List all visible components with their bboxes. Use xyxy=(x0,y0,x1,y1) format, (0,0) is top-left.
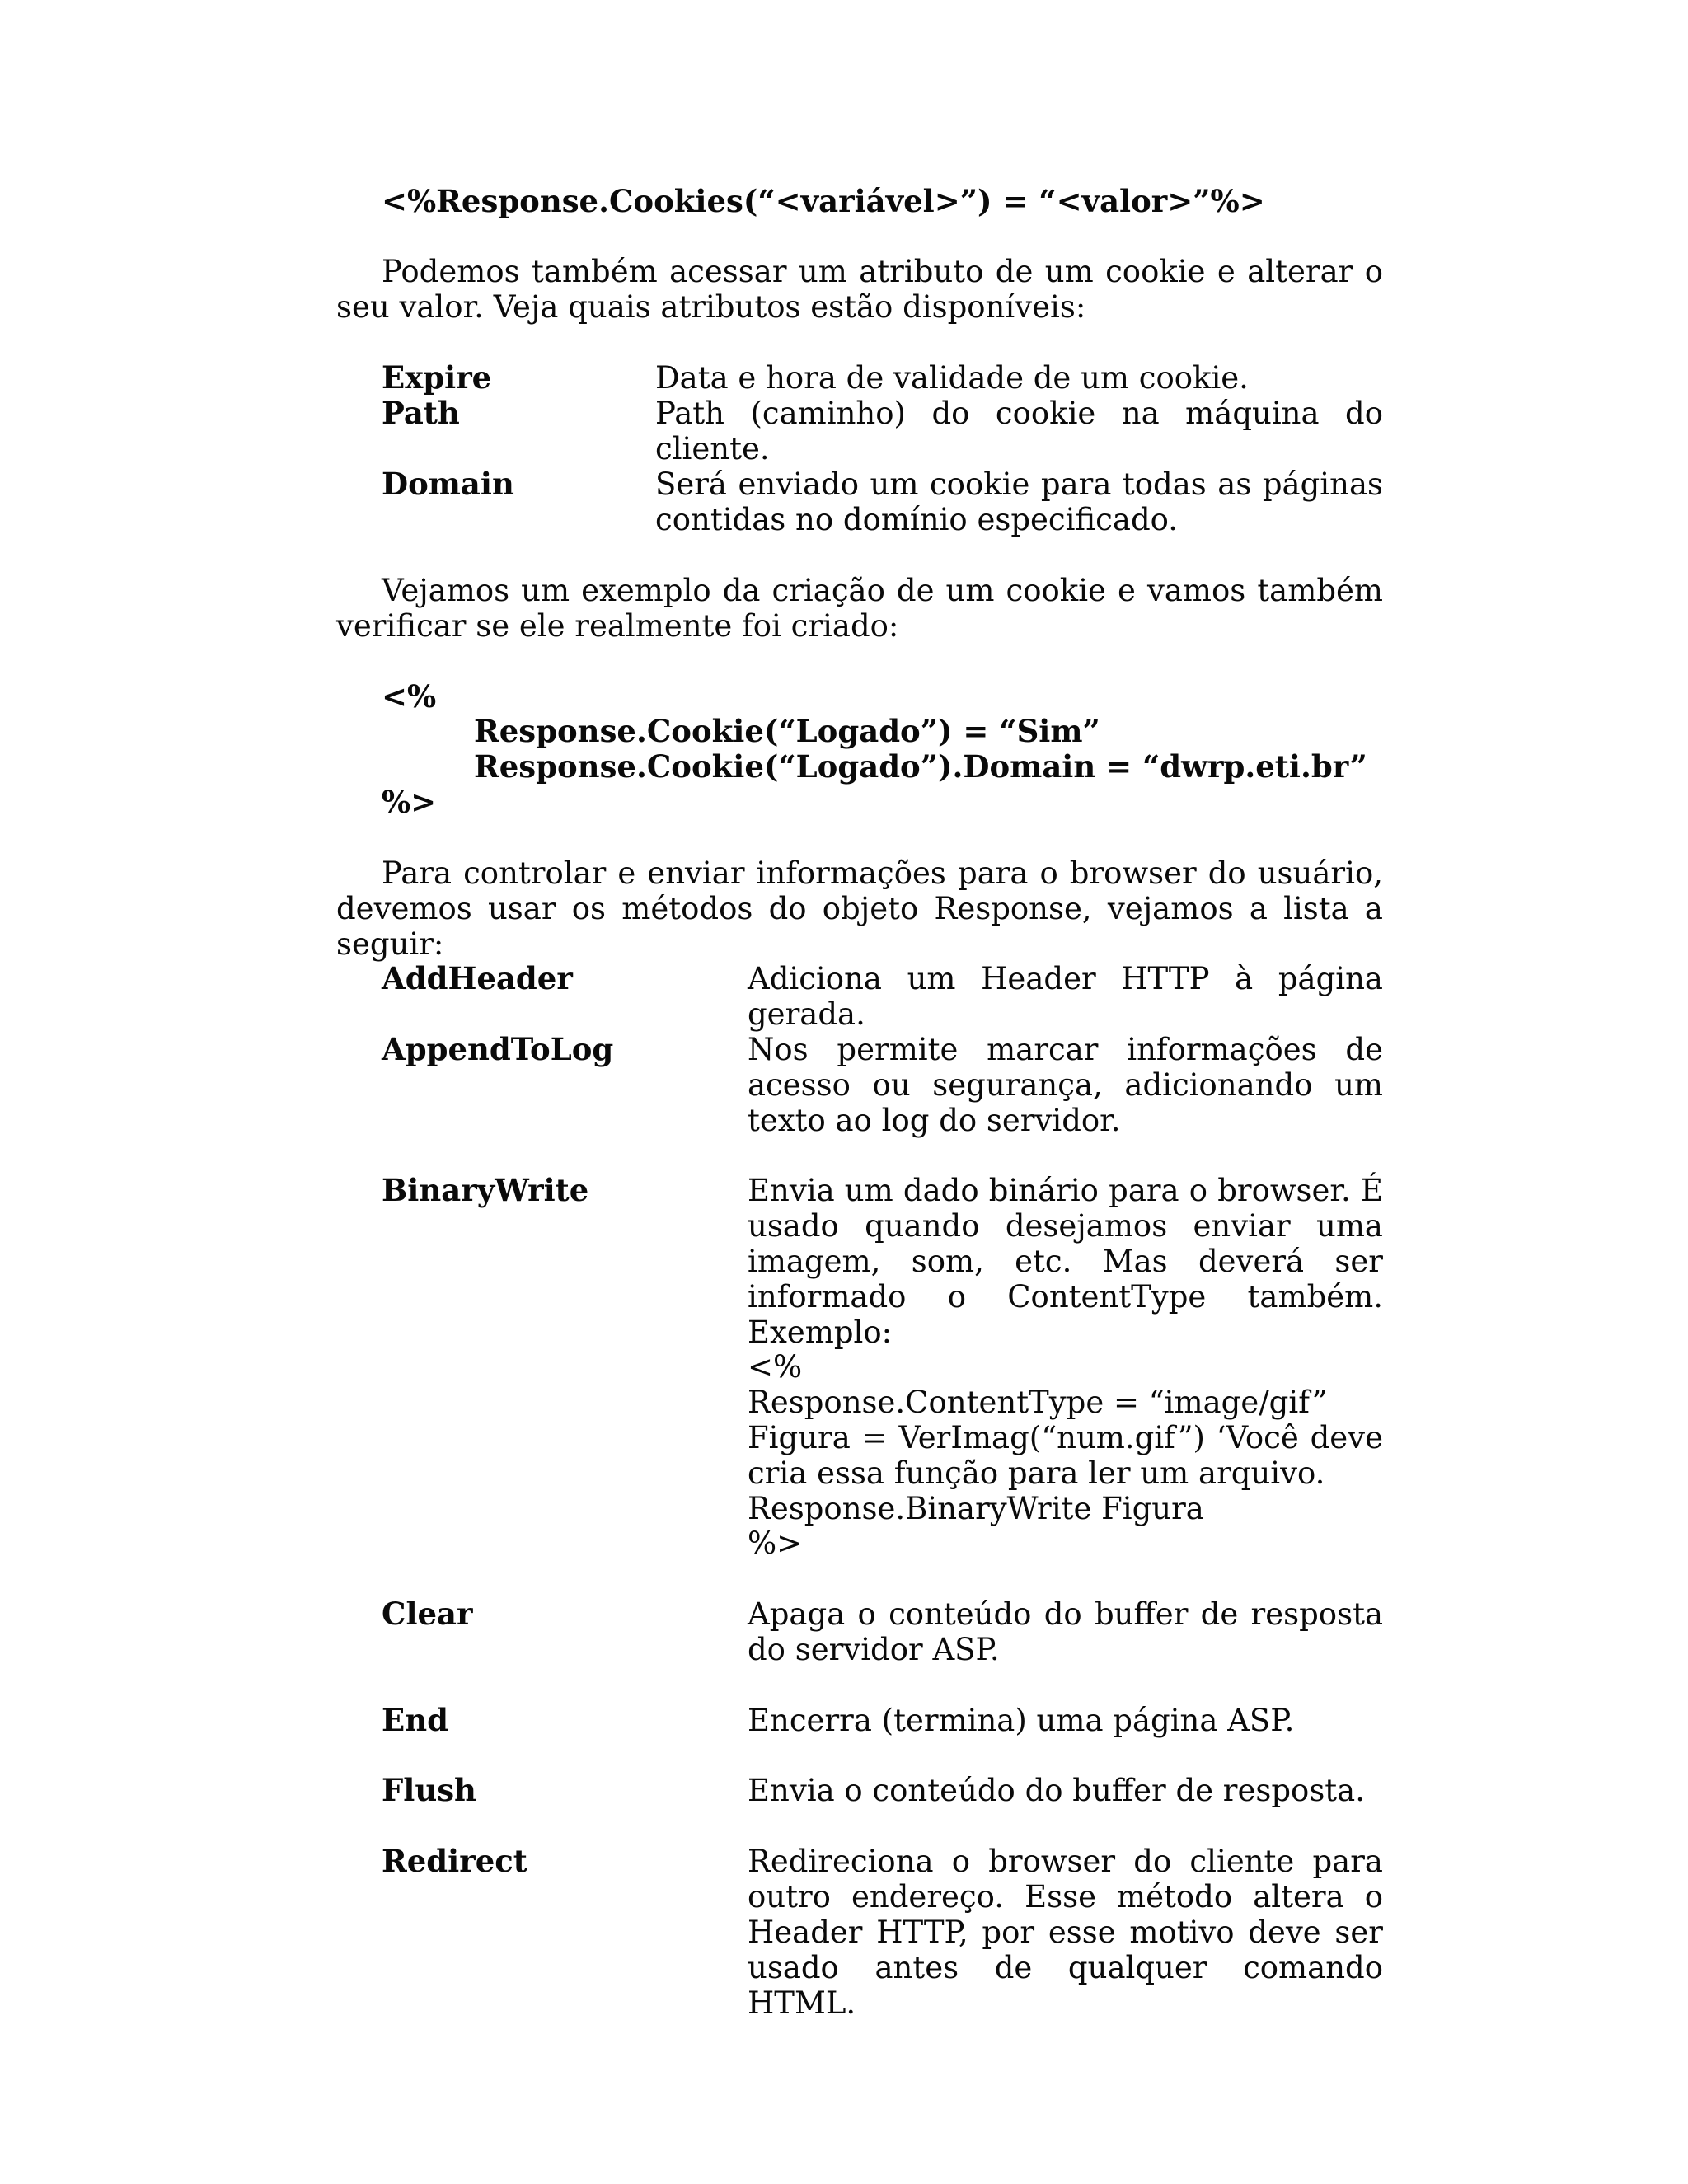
method-desc-redirect: Redireciona o browser do cliente para outro endereço. Esse método altera o Header HTTP, por esse motivo deve ser usado antes de qualquer comando HTML. xyxy=(748,1844,1383,2021)
binarywrite-example-open: <% xyxy=(748,1349,803,1385)
attr-term-expire: Expire xyxy=(382,359,492,396)
method-desc-end: Encerra (termina) uma página ASP. xyxy=(748,1703,1295,1738)
attr-desc-domain: Será enviado um cookie para todas as páginas contidas no domínio especificado. xyxy=(655,466,1383,537)
method-desc-binarywrite: Envia um dado binário para o browser. É usado quando desejamos enviar uma imagem, som, etc. Mas deverá ser informado o ContentType também. Exemplo: xyxy=(748,1173,1383,1350)
method-term-addheader: AddHeader xyxy=(382,960,573,996)
binarywrite-example-line-1: Response.ContentType = “image/gif” xyxy=(748,1385,1328,1420)
heading-code: <%Response.Cookies(“<variável>”) = “<valor>”%> xyxy=(382,183,1265,219)
method-term-binarywrite: BinaryWrite xyxy=(382,1172,589,1208)
method-term-clear: Clear xyxy=(382,1596,473,1632)
paragraph-attributes-intro: Podemos também acessar um atributo de um cookie e alterar o seu valor. Veja quais atributos estão disponíveis: xyxy=(336,254,1383,325)
attr-desc-expire: Data e hora de validade de um cookie. xyxy=(655,360,1249,396)
attr-term-path: Path xyxy=(382,395,460,431)
method-term-flush: Flush xyxy=(382,1772,476,1808)
attr-desc-path: Path (caminho) do cookie na máquina do cliente. xyxy=(655,396,1383,466)
attr-term-domain: Domain xyxy=(382,466,514,502)
code-open-tag: <% xyxy=(382,678,437,715)
paragraph-example-intro: Vejamos um exemplo da criação de um cookie e vamos também verificar se ele realmente foi criado: xyxy=(336,573,1383,644)
paragraph-methods-intro: Para controlar e enviar informações para o browser do usuário, devemos usar os métodos do objeto Response, vejamos a lista a seguir: xyxy=(336,855,1383,962)
code-line-2: Response.Cookie(“Logado”).Domain = “dwrp.eti.br” xyxy=(474,748,1367,785)
method-term-appendtolog: AppendToLog xyxy=(382,1031,614,1067)
method-term-redirect: Redirect xyxy=(382,1843,528,1879)
method-desc-appendtolog: Nos permite marcar informações de acesso ou segurança, adicionando um texto ao log do servidor. xyxy=(748,1032,1383,1138)
code-close-tag: %> xyxy=(382,784,437,820)
method-term-end: End xyxy=(382,1702,448,1738)
method-desc-flush: Envia o conteúdo do buffer de resposta. xyxy=(748,1773,1365,1808)
method-desc-clear: Apaga o conteúdo do buffer de resposta do servidor ASP. xyxy=(748,1596,1383,1667)
binarywrite-example-close: %> xyxy=(748,1526,803,1561)
binarywrite-example-line-3: Response.BinaryWrite Figura xyxy=(748,1491,1204,1526)
method-desc-addheader: Adiciona um Header HTTP à página gerada. xyxy=(748,961,1383,1032)
code-line-1: Response.Cookie(“Logado”) = “Sim” xyxy=(474,713,1100,749)
binarywrite-example-line-2: Figura = VerImag(“num.gif”) ‘Você deve cria essa função para ler um arquivo. xyxy=(748,1420,1383,1491)
